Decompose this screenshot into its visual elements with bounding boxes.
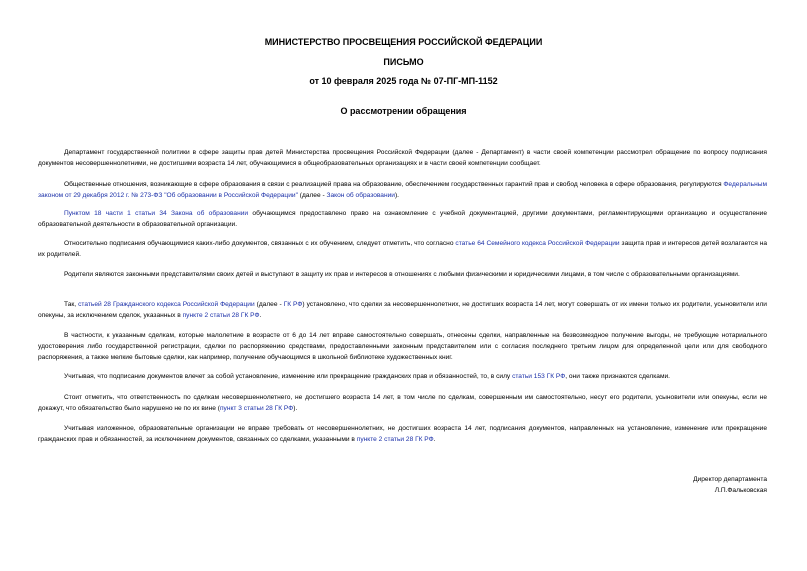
link-education-law[interactable]: Закон об образовании	[326, 192, 395, 199]
paragraph-9-text-2: ).	[293, 405, 298, 412]
signature-position: Директор департамента	[693, 476, 767, 483]
document-date-number: от 10 февраля 2025 года № 07-ПГ-МП-1152	[309, 76, 498, 86]
link-civil-code-article-28[interactable]: статьей 28 Гражданского кодекса Российской Федерации	[78, 301, 255, 308]
link-civil-code-article-153[interactable]: статьи 153 ГК РФ	[512, 373, 566, 380]
paragraph-8-text-2: , они также признаются сделками.	[565, 373, 670, 380]
paragraph-1	[38, 147, 767, 169]
paragraph-10-text-2: .	[433, 436, 436, 443]
link-civil-code[interactable]: ГК РФ	[283, 301, 303, 308]
paragraph-2-text-3: ).	[394, 192, 399, 199]
link-civil-code-article-28-p2[interactable]: пункте 2 статьи 28 ГК РФ	[182, 312, 260, 319]
document-subject: О рассмотрении обращения	[340, 106, 467, 116]
link-civil-code-article-28-p2-final[interactable]: пункте 2 статьи 28 ГК РФ	[356, 436, 434, 443]
paragraph-10-text-1: Учитывая изложенное, образовательные организации не вправе требовать от несовершеннолетних, не достигших возраста 14 лет, подписания документов, направленных на установление, изменение или прекращение гражданских прав и обязанностей, за исключением документов, связанных со сделками, указанными в	[38, 425, 767, 443]
paragraph-3-text: обучающимся предоставлено право на ознакомление с учебной документацией, другими документами, регламентирующими организацию и осуществление образовательной деятельности в образовательной организации.	[38, 210, 767, 228]
document-type: ПИСЬМО	[383, 57, 424, 67]
paragraph-2-text-2: (далее -	[297, 192, 327, 199]
paragraph-4-text-1: Относительно подписания обучающимися каких-либо документов, связанных с их обучением, следует отметить, что согласно	[64, 240, 456, 247]
paragraph-6-text-1: Так,	[64, 301, 79, 308]
link-family-code-article-64[interactable]: статье 64 Семейного кодекса Российской Федерации	[455, 240, 620, 247]
paragraph-1-text: Департамент государственной политики в сфере защиты прав детей Министерства просвещения Российской Федерации (далее - Департамент) в части своей компетенции рассмотрел обращение по вопросу подписания документов несовершеннолетними, не достигшими возраста 14 лет, обучающимися в общеобразовательных организациях и в части своей компетенции сообщает.	[38, 149, 767, 167]
paragraph-8	[38, 371, 767, 382]
paragraph-4	[38, 238, 767, 260]
signature-name: Л.П.Фальковская	[714, 487, 767, 494]
paragraph-9-text-1: Стоит отметить, что ответственность по сделкам несовершеннолетнего, не достигшего возраста 14 лет, в том числе по сделкам, совершенным им самостоятельно, несут его родители, усыновители или опекуны, если не докажут, что обязательство было нарушено не по их вине (	[38, 394, 767, 412]
paragraph-8-text-1: Учитывая, что подписание документов влечет за собой установление, изменение или прекращение гражданских прав и обязанностей, то, в силу	[64, 373, 513, 380]
paragraph-9	[38, 392, 767, 414]
paragraph-6-text-2: (далее -	[254, 301, 284, 308]
paragraph-2	[38, 179, 767, 201]
paragraph-6-text-3: ) установлено, что сделки за несовершеннолетних, не достигших возраста 14 лет, могут совершать от их имени только их родители, усыновители или опекуны, за исключением сделок, указанных в	[38, 301, 767, 319]
paragraph-2-text-1: Общественные отношения, возникающие в сфере образования в связи с реализацией права на образование, обеспечением государственных гарантий прав и свобод человека в сфере образования, регулируются	[64, 181, 724, 188]
paragraph-4-text-2: защита прав и интересов детей возлагается на их родителей.	[38, 240, 768, 258]
paragraph-6	[38, 299, 767, 321]
paragraph-7-text: В частности, к указанным сделкам, которые малолетние в возрасте от 6 до 14 лет вправе самостоятельно совершать, отнесены сделки, направленные на безвозмездное получение выгоды, не требующие нотариального удостоверения либо государственной регистрации, сделки по распоряжению средствами, предоставленными законным представителем или с согласия последнего третьим лицом для определенной цели или для свободного распоряжения, а также мелкие бытовые сделки, как например, получение обучающимся в школьной библиотеке художественных книг.	[38, 332, 767, 361]
paragraph-7	[38, 330, 767, 363]
ministry-title: МИНИСТЕРСТВО ПРОСВЕЩЕНИЯ РОССИЙСКОЙ ФЕДЕРАЦИИ	[264, 37, 543, 47]
link-civil-code-article-28-p3[interactable]: пункт 3 статьи 28 ГК РФ	[219, 405, 294, 412]
paragraph-5-text: Родители являются законными представителями своих детей и выступают в защиту их прав и интересов в отношениях с любыми физическими и юридическими лицами, в том числе с образовательными организациями.	[64, 271, 740, 278]
paragraph-3	[38, 208, 767, 230]
paragraph-6-text-4: .	[259, 312, 262, 319]
paragraph-10	[38, 423, 767, 445]
paragraph-5	[38, 269, 767, 280]
link-federal-law-273[interactable]: Федеральным законом от 29 декабря 2012 г. № 273-ФЗ "Об образовании в Российской Федерации"	[38, 181, 767, 199]
link-article-34[interactable]: Пунктом 18 части 1 статьи 34 Закона об образовании	[64, 210, 249, 217]
